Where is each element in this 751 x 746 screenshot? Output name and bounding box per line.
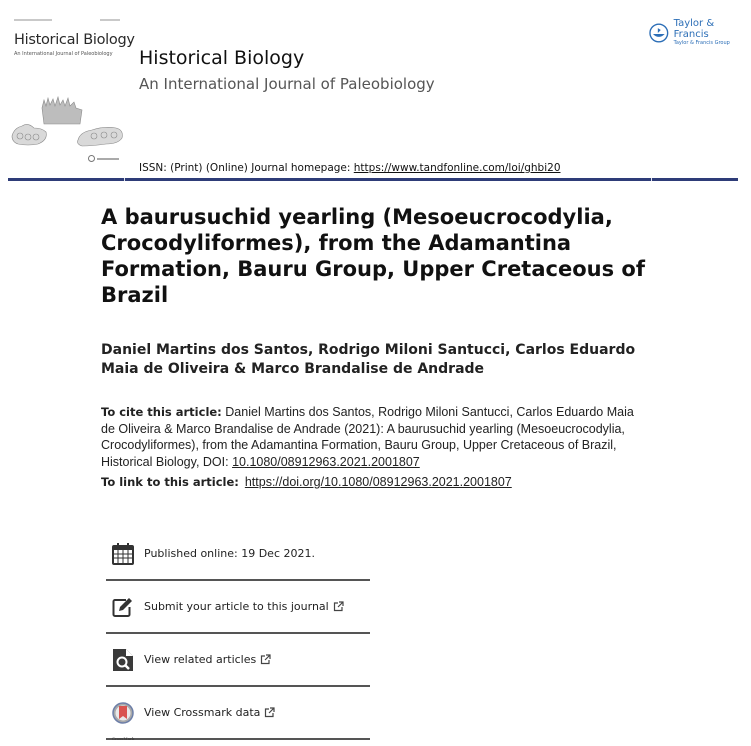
cover-publisher-logo xyxy=(88,155,119,162)
publisher-group: Taylor & Francis Group xyxy=(673,40,730,46)
article-authors: Daniel Martins dos Santos, Rodrigo Miloni Santucci, Carlos Eduardo Maia de Oliveira & Marco Brandalise de Andrade xyxy=(101,342,636,377)
divider-gap xyxy=(651,178,652,181)
fossil-illustration xyxy=(8,94,128,154)
publisher-logo[interactable] xyxy=(649,18,751,47)
crossmark-caption: CrossMark xyxy=(112,735,135,741)
related-articles-label: View related articles xyxy=(144,653,257,666)
issn-row xyxy=(139,162,561,174)
published-online-item xyxy=(106,528,370,581)
divider-gap xyxy=(124,178,125,181)
publisher-name: Taylor & Francis xyxy=(673,18,715,40)
link-label: To link to this article: xyxy=(101,475,239,489)
doi-link[interactable]: 10.1080/08912963.2021.2001807 xyxy=(232,454,420,469)
cover-issue-line xyxy=(14,19,52,21)
crossmark-label: View Crossmark data xyxy=(144,706,261,719)
external-link-icon xyxy=(260,654,271,665)
citation-block xyxy=(101,404,641,470)
journal-cover-thumbnail xyxy=(8,14,135,174)
cite-text: Daniel Martins dos Santos, Rodrigo Miloni Santucci, Carlos Eduardo Maia de Oliveira & Marco Brandalise de Andrade (2021): A baurusuchid yearling (Mesoeucrocodylia, Crocodyliformes), from the Adamantina Formation, Bauru Group, Upper Cretaceous of Brazil, Historical Biology, DOI: xyxy=(101,405,634,469)
cover-publisher-text-line xyxy=(97,158,119,160)
issn-text: ISSN: (Print) (Online) Journal homepage: xyxy=(139,162,354,174)
journal-title: Historical Biology xyxy=(139,47,305,69)
published-online-label: Published online: 19 Dec 2021. xyxy=(144,547,315,560)
search-document-icon xyxy=(110,647,136,673)
crossmark-item[interactable] xyxy=(106,687,370,740)
submit-article-label: Submit your article to this journal xyxy=(144,600,329,613)
article-doi-url-link[interactable]: https://doi.org/10.1080/08912963.2021.2001807 xyxy=(244,475,512,489)
cover-title: Historical Biology xyxy=(14,32,135,48)
journal-subtitle: An International Journal of Paleobiology xyxy=(139,75,435,93)
external-link-icon xyxy=(264,707,275,718)
article-actions-list xyxy=(106,528,370,740)
header-divider xyxy=(8,178,738,181)
calendar-icon xyxy=(110,541,136,567)
related-articles-item[interactable] xyxy=(106,634,370,687)
article-link-row xyxy=(101,475,512,489)
crossmark-icon xyxy=(110,700,136,741)
journal-homepage-link[interactable]: https://www.tandfonline.com/loi/ghbi20 xyxy=(353,162,561,174)
taylor-francis-mini-logo-icon xyxy=(88,155,95,162)
cite-label: To cite this article: xyxy=(101,405,222,419)
cover-issn-line xyxy=(100,19,120,21)
article-title: A baurusuchid yearling (Mesoeucrocodylia, Crocodyliformes), from the Adamantina Formation, Bauru Group, Upper Cretaceous of Brazil xyxy=(101,205,645,307)
taylor-francis-logo-icon xyxy=(649,23,669,43)
edit-icon xyxy=(110,594,136,620)
external-link-icon xyxy=(333,601,344,612)
cover-subtitle: An International Journal of Paleobiology xyxy=(14,51,113,57)
submit-article-item[interactable] xyxy=(106,581,370,634)
